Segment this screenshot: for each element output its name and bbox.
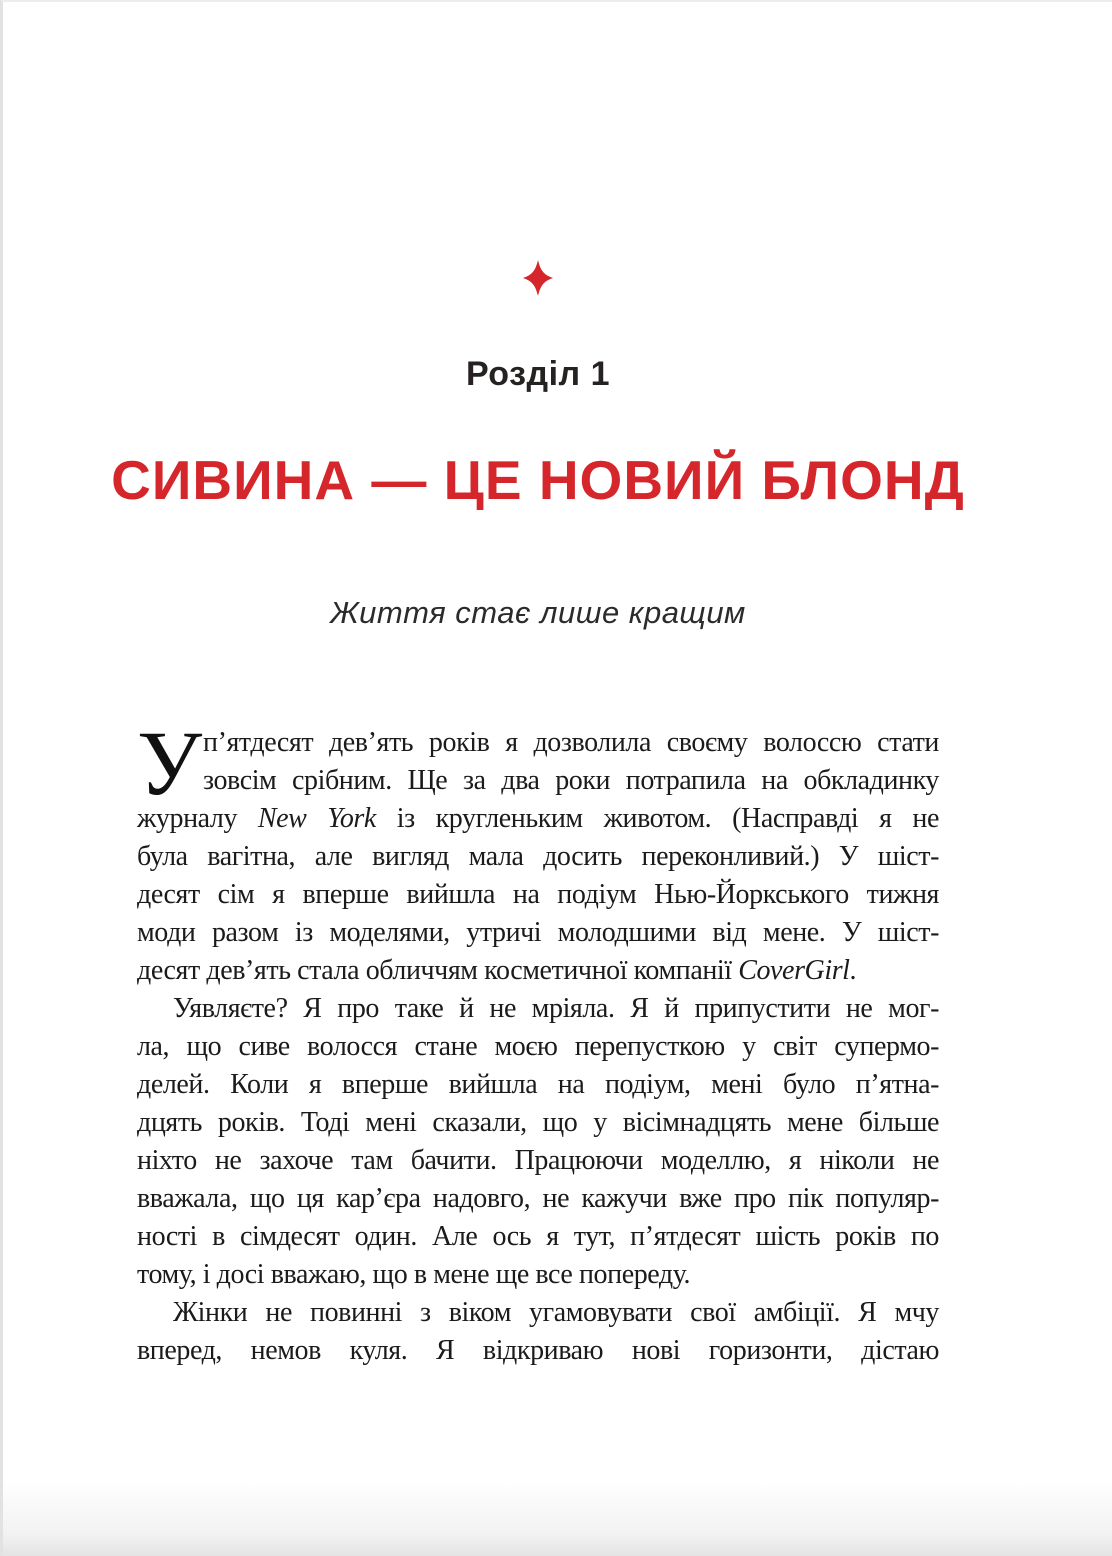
text-line <box>137 724 939 762</box>
text-segment: ності в сімдесят один. Але ось я тут, п’ятдесят шість років по <box>137 1221 939 1252</box>
text-segment: п’ятдесят дев’ять років я дозволила своєму волоссю стати <box>203 727 939 758</box>
text-line <box>137 800 939 838</box>
text-line <box>137 1256 939 1294</box>
text-segment: вважала, що ця кар’єра надовго, не кажучи вже про пік популяр- <box>137 1183 939 1214</box>
text-segment: із кругленьким животом. (Насправді я не <box>375 803 939 834</box>
text-segment: ніхто не захоче там бачити. Працюючи моделлю, я ніколи не <box>137 1145 939 1176</box>
text-segment: десят сім я вперше вийшла на подіум Нью-Йоркського тижня <box>137 879 939 910</box>
text-segment: моди разом із моделями, утричі молодшими від мене. У шіст- <box>137 917 939 948</box>
text-segment: журналу <box>137 803 258 834</box>
text-segment: тому, і досі вважаю, що в мене ще все попереду. <box>137 1259 691 1290</box>
paragraph <box>137 712 939 990</box>
text-line <box>137 1218 939 1256</box>
text-line <box>137 1332 939 1370</box>
chapter-title: СИВИНА — ЦЕ НОВИЙ БЛОНД <box>111 449 965 511</box>
text-segment: Жінки не повинні з віком угамовувати свої амбіції. Я мчу <box>173 1297 939 1328</box>
paragraph <box>137 990 939 1294</box>
text-line <box>137 952 939 990</box>
text-line <box>137 1180 939 1218</box>
text-segment: . <box>849 955 857 986</box>
chapter-subtitle: Життя стає лише кращим <box>330 595 746 630</box>
text-line <box>137 762 939 800</box>
text-line <box>137 1294 939 1332</box>
text-segment: дцять років. Тоді мені сказали, що у вісімнадцять мене більше <box>137 1107 939 1138</box>
text-line <box>137 1104 939 1142</box>
text-segment: зовсім срібним. Ще за два роки потрапила на обкладинку <box>203 765 939 796</box>
text-line <box>137 914 939 952</box>
text-segment: була вагітна, але вигляд мала досить переконливий.) У шіст- <box>137 841 939 872</box>
text-line <box>137 1066 939 1104</box>
body-text <box>137 712 939 1370</box>
four-pointed-star-icon <box>523 260 553 296</box>
italic-text-segment: New York <box>257 803 376 834</box>
text-line <box>137 1028 939 1066</box>
text-segment: ла, що сиве волосся стане моєю перепусткою у світ супермо- <box>137 1031 939 1062</box>
page-bottom-shadow <box>3 1481 1112 1556</box>
text-line <box>137 876 939 914</box>
text-line <box>137 990 939 1028</box>
text-segment: делей. Коли я вперше вийшла на подіум, мені було п’ятна- <box>137 1069 939 1100</box>
drop-cap: У <box>137 712 203 814</box>
italic-text-segment: CoverGirl <box>738 955 850 986</box>
text-line <box>137 1142 939 1180</box>
paragraph <box>137 1294 939 1370</box>
chapter-ornament <box>137 260 939 296</box>
text-segment: вперед, немов куля. Я відкриваю нові горизонти, дістаю <box>137 1335 939 1366</box>
chapter-label: Розділ 1 <box>465 355 611 393</box>
text-segment: десят дев’ять стала обличчям косметичної компанії <box>137 955 739 986</box>
text-segment: Уявляєте? Я про таке й не мріяла. Я й припустити не мог- <box>173 993 939 1024</box>
text-line <box>137 838 939 876</box>
